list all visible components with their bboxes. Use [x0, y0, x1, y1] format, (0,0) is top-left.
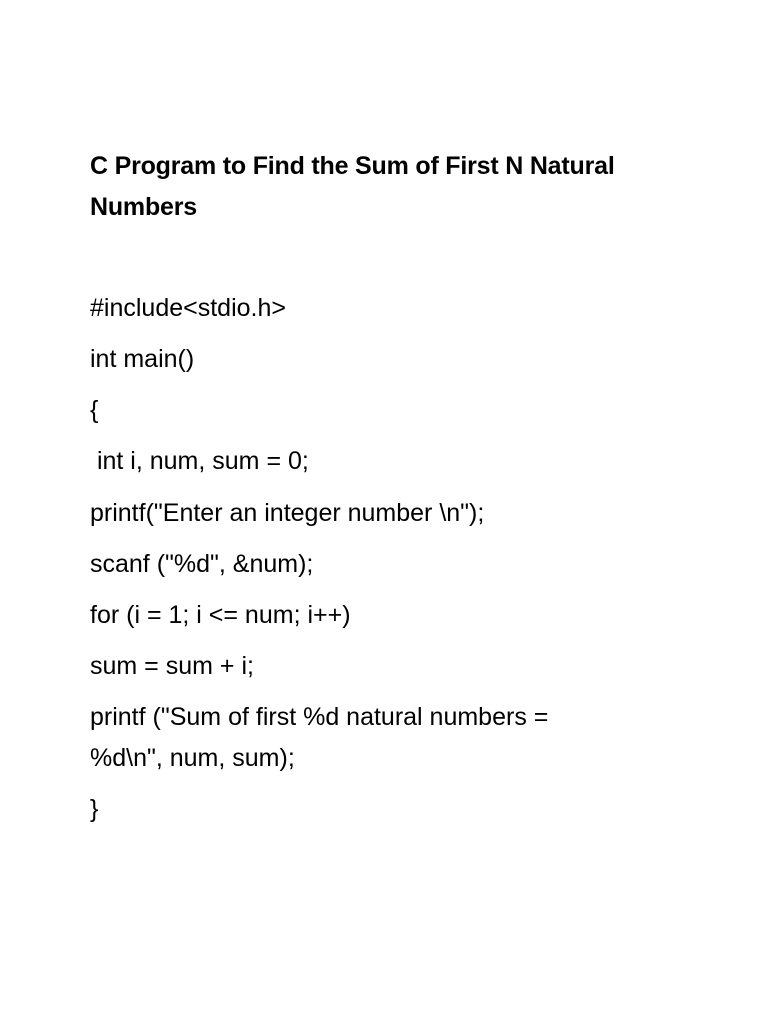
document-title: C Program to Find the Sum of First N Natural Numbers — [90, 152, 615, 221]
code-line-close-brace: } — [90, 795, 99, 823]
code-line-sum: sum = sum + i; — [90, 652, 254, 680]
code-line-scanf: scanf ("%d", &num); — [90, 550, 314, 578]
code-line-printf-result-cont: %d\n", num, sum); — [90, 744, 295, 772]
code-line-open-brace: { — [90, 396, 99, 424]
code-line-for-loop: for (i = 1; i <= num; i++) — [90, 601, 351, 629]
code-line-printf-result: printf ("Sum of first %d natural numbers = — [90, 703, 549, 731]
code-line-include: #include<stdio.h> — [90, 294, 286, 322]
code-line-printf-prompt: printf("Enter an integer number \n"); — [90, 499, 485, 527]
code-line-declaration: int i, num, sum = 0; — [90, 447, 309, 475]
code-line-main: int main() — [90, 345, 195, 373]
